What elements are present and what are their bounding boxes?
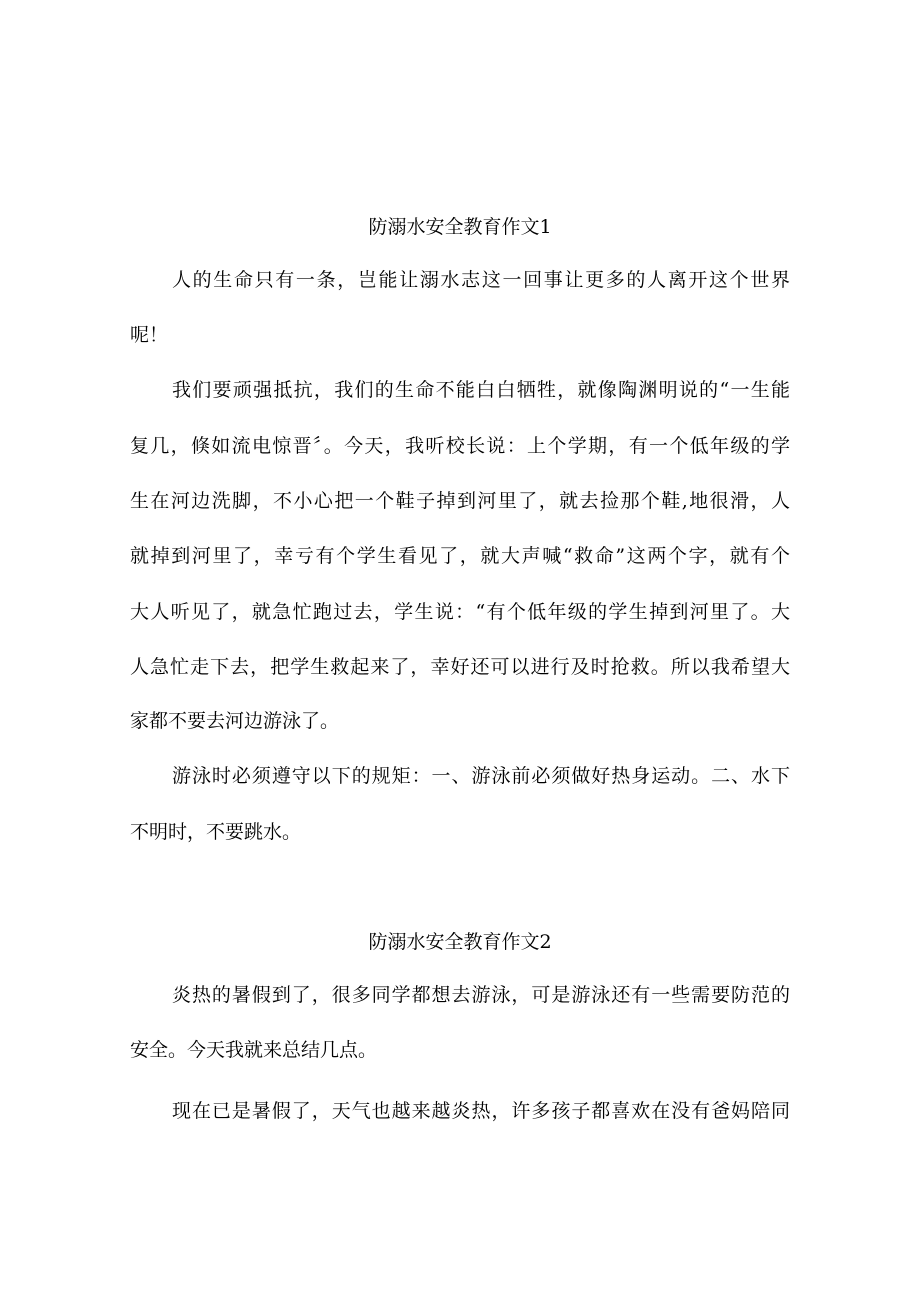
section-1-paragraph-1-line-1: 人的生命只有一条，岂能让溺水志这一回事让更多的人离开这个世界 [172, 269, 790, 291]
section-1-paragraph-2-line-1: 我们要顽强抵抗，我们的生命不能白白牺牲，就像陶渊明说的“一生能 [172, 379, 790, 401]
section-2-paragraph-1-line-2: 安全。今天我就来总结几点。 [130, 1039, 378, 1061]
section-1-title: 防溺水安全教育作文1 [368, 216, 552, 238]
section-1-paragraph-2-line-2: 复几，倏如流电惊晋〞。今天，我听校长说：上个学期，有一个低年级的学 [130, 435, 790, 457]
section-1-paragraph-2-line-3: 生在河边洗脚，不小心把一个鞋子掉到河里了，就去捡那个鞋,地很滑，人 [130, 490, 790, 512]
section-2-paragraph-2-line-1: 现在已是暑假了，天气也越来越炎热，许多孩子都喜欢在没有爸妈陪同 [172, 1100, 790, 1122]
section-1-paragraph-2-line-5: 大人听见了，就急忙跑过去，学生说：“有个低年级的学生掉到河里了。大 [130, 601, 790, 623]
section-2-paragraph-1-line-1: 炎热的暑假到了，很多同学都想去游泳，可是游泳还有一些需要防范的 [172, 984, 790, 1006]
section-1-paragraph-3-line-2: 不明时，不要跳水。 [130, 821, 302, 843]
section-2-title: 防溺水安全教育作文2 [368, 931, 552, 953]
section-1-paragraph-3-line-1: 游泳时必须遵守以下的规矩：一、游泳前必须做好热身运动。二、水下 [172, 765, 790, 787]
section-1-paragraph-2-line-6: 人急忙走下去，把学生救起来了，幸好还可以进行及时抢救。所以我希望大 [130, 656, 790, 678]
section-1-paragraph-2-line-4: 就掉到河里了，幸亏有个学生看见了，就大声喊“救命”这两个字，就有个 [130, 545, 790, 567]
section-1-paragraph-2-line-7: 家都不要去河边游泳了。 [130, 710, 340, 732]
section-1-paragraph-1-line-2: 呢！ [130, 324, 169, 346]
